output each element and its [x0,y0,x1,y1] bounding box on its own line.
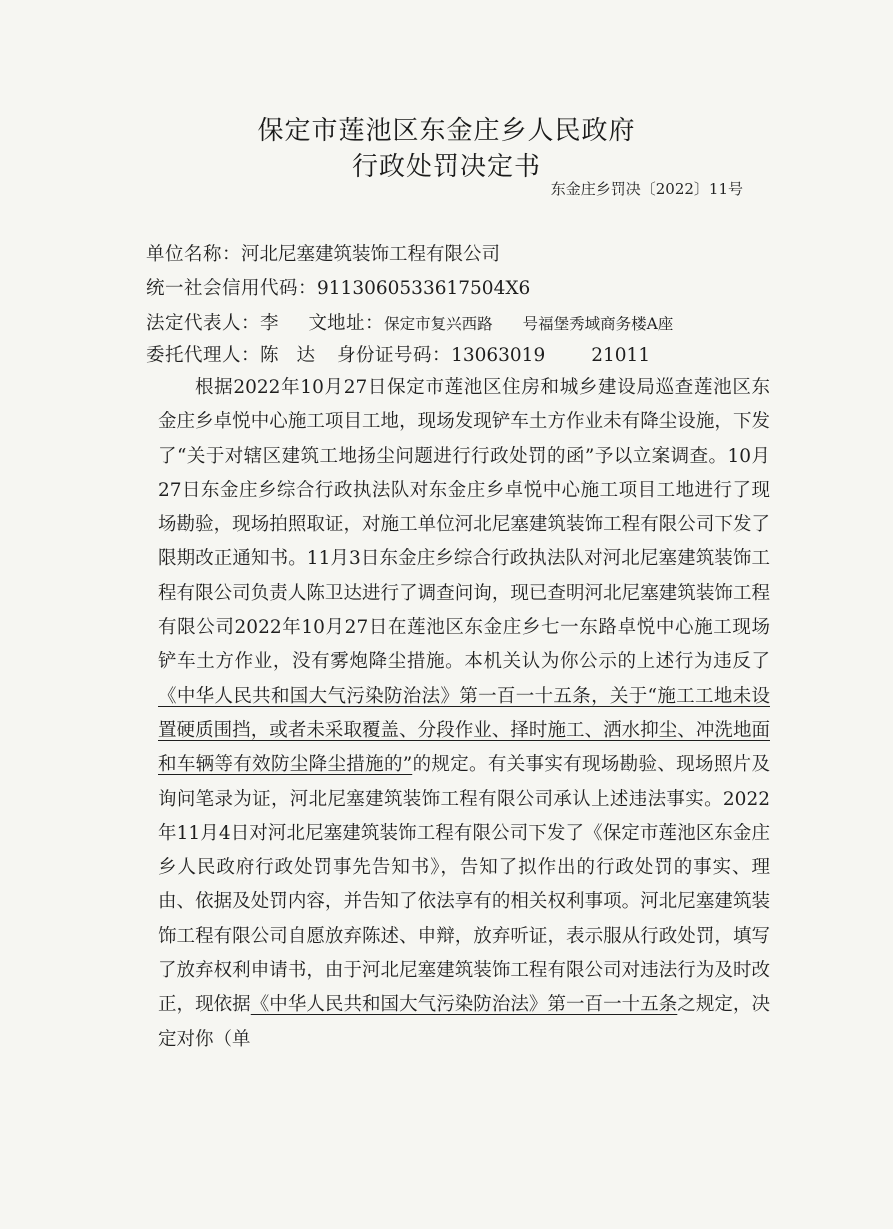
id-number-part2: 21011 [591,345,651,366]
address-part1: 保定市复兴西路 [384,315,493,333]
address-label: 地址： [327,313,385,334]
legal-rep-name-tail: 文 [308,313,328,334]
agent-name-tail: 达 [296,345,316,366]
unit-name-label: 单位名称： [146,244,242,265]
body-text-segment-3: 之规定，决定对你（单 [158,994,770,1050]
legal-rep-row [146,309,673,335]
unit-name-value: 河北尼塞建筑装饰工程有限公司 [241,244,501,265]
document-title-line2: 行政处罚决定书 [351,152,541,182]
body-text-segment-2: 的规定。有关事实有现场勘验、现场照片及询问笔录为证，河北尼塞建筑装饰工程有限公司承认上述违法事实。2022年11月4日对河北尼塞建筑装饰工程有限公司下发了《保定市莲池区东金庄乡人民政府行政处罚事先告知书》，告知了拟作出的行政处罚的事实、理由、依据及处罚内容，并告知了依法享有的相关权利事项。河北尼塞建筑装饰工程有限公司自愿放弃陈述、申辩，放弃听证，表示服从行政处罚，填写了放弃权利申请书，由于河北尼塞建筑装饰工程有限公司对违法行为及时改正，现依据 [158,754,770,1016]
cited-law-underlined-2: 《中华人民共和国大气污染防治法》第一百一十五条 [250,994,678,1016]
agent-row [146,341,650,367]
decision-body-paragraph [158,371,770,1057]
document-title-line1: 保定市莲池区东金庄乡人民政府 [257,116,636,146]
body-text-segment-1: 根据2022年10月27日保定市莲池区住房和城乡建设局巡查莲池区东金庄乡卓悦中心施工项目工地，现场发现铲车土方作业未有降尘设施，下发了“关于对辖区建筑工地扬尘问题进行行政处罚的函”予以立案调查。10月27日东金庄乡综合行政执法队对东金庄乡卓悦中心施工项目工地进行了现场勘验，现场拍照取证，对施工单位河北尼塞建筑装饰工程有限公司下发了限期改正通知书。11月3日东金庄乡综合行政执法队对河北尼塞建筑装饰工程有限公司负责人陈卫达进行了调查问询，现已查明河北尼塞建筑装饰工程有限公司2022年10月27日在莲池区东金庄乡七一东路卓悦中心施工现场铲车土方作业，没有雾炮降尘措施。本机关认为你公示的上述行为违反了 [158,377,770,673]
legal-rep-label: 法定代表人： [146,313,261,334]
agent-name: 陈 [260,345,279,366]
credit-code-row [146,274,530,300]
id-number-label: 身份证号码： [337,345,452,366]
credit-code-value: 9113060533617504X6 [317,278,531,299]
cited-law-underlined-1: 《中华人民共和国大气污染防治法》第一百一十五条，关于“施工工地未设置硬质围挡，或者未采取覆盖、分段作业、择时施工、洒水抑尘、冲洗地面和车辆等有效防尘降尘措施的” [158,685,770,776]
legal-rep-name: 李 [260,313,279,334]
id-number-part1: 13063019 [451,345,546,366]
address-part2: 号福堡秀域商务楼A座 [522,315,674,333]
agent-label: 委托代理人： [146,345,261,366]
document-number: 东金庄乡罚决〔2022〕11号 [550,180,743,198]
credit-code-label: 统一社会信用代码： [146,278,318,299]
unit-name-row [146,240,500,266]
